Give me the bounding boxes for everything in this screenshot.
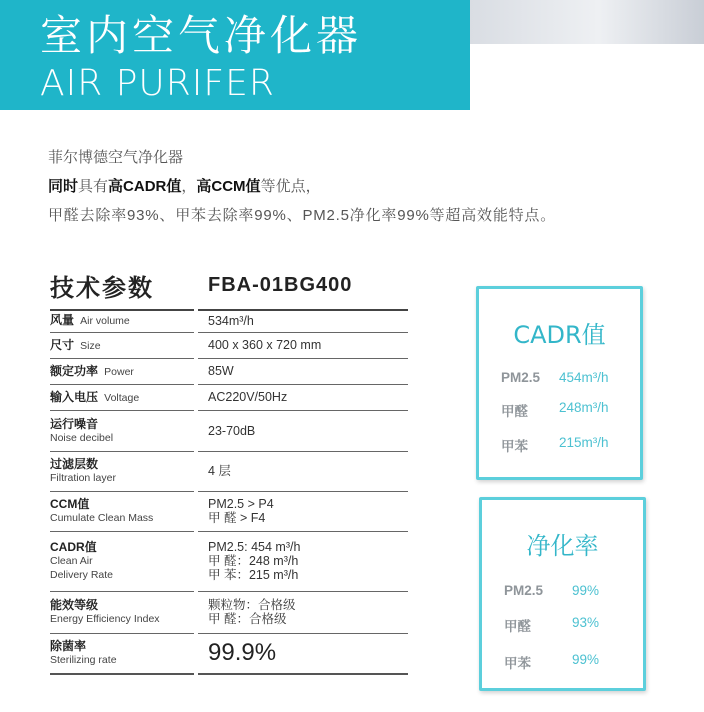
spec-model: FBA-01BG400 [208, 274, 353, 296]
intro-part-1: 同时 [48, 178, 79, 195]
table-row [50, 491, 408, 531]
cadr-label: PM2.5 [501, 370, 541, 385]
cadr-value: 454m³/h [559, 370, 609, 385]
intro-text [48, 148, 698, 235]
spec-heading: 技术参数 [50, 274, 154, 302]
spec-value: 99.9% [208, 639, 277, 666]
cadr-value: 215m³/h [559, 435, 609, 450]
spec-value-line: 甲 苯：215 m³/h [208, 568, 299, 582]
purify-value: 93% [572, 615, 600, 630]
table-row [50, 358, 408, 384]
spec-key [50, 313, 198, 328]
spec-value [198, 598, 408, 626]
spec-key [50, 598, 198, 626]
spec-value-line: PM2.5 > P4 [208, 497, 274, 511]
table-row [50, 531, 408, 591]
spec-key-cn: CCM值 [50, 497, 90, 511]
spec-key-cn: 除菌率 [50, 639, 87, 653]
spec-value: 23-70dB [208, 423, 256, 438]
spec-key-cn: CADR值 [50, 540, 97, 554]
intro-part-6: 等优点， [260, 178, 321, 195]
purify-label: PM2.5 [504, 583, 544, 598]
table-row [50, 633, 408, 673]
spec-key-en: Voltage [104, 391, 140, 404]
title-cn: 室内空气净化器 [40, 11, 363, 60]
spec-value [198, 540, 408, 582]
spec-key-en: Energy Efficiency Index [50, 613, 160, 625]
spec-key-cn: 输入电压 [50, 389, 99, 404]
spec-key-en: Delivery Rate [50, 569, 114, 581]
intro-part-3: 高CADR值 [108, 178, 182, 195]
spec-key-en: Sterilizing rate [50, 654, 117, 666]
purify-row [482, 615, 643, 635]
spec-key-en: Clean Air [50, 555, 93, 567]
spec-key-cn: 尺寸 [50, 337, 75, 352]
product-photo-strip [470, 0, 704, 44]
spec-value [198, 497, 408, 525]
cadr-label: 甲苯 [501, 439, 528, 454]
cadr-label: 甲醛 [501, 404, 528, 419]
purify-panel-title: 净化率 [526, 532, 599, 560]
spec-key-en: Power [104, 365, 134, 378]
cadr-row [479, 400, 640, 420]
table-row [50, 309, 408, 332]
spec-key-cn: 能效等级 [50, 598, 99, 612]
spec-table [50, 309, 408, 675]
intro-part-5: 高CCM值 [196, 178, 261, 195]
purify-value: 99% [572, 652, 600, 667]
intro-line-1: 菲尔博德空气净化器 [48, 149, 184, 166]
purify-label: 甲醛 [504, 619, 531, 634]
title-banner [0, 0, 470, 110]
spec-value: 4 层 [208, 464, 231, 478]
table-row [50, 451, 408, 491]
cadr-row [479, 435, 640, 455]
spec-key [50, 540, 198, 582]
spec-key-en: Noise decibel [50, 431, 114, 444]
table-row [50, 591, 408, 633]
purify-row [482, 583, 643, 598]
spec-key-en: Air volume [80, 315, 130, 327]
cadr-value: 248m³/h [559, 400, 609, 415]
spec-key [50, 390, 198, 405]
title-en: AIR PURIFER [40, 63, 275, 104]
spec-key [50, 639, 198, 667]
spec-key [50, 497, 198, 525]
purify-row [482, 652, 643, 672]
spec-key-en: Cumulate Clean Mass [50, 512, 154, 524]
spec-key [50, 417, 198, 445]
table-row [50, 410, 408, 451]
intro-line-2 [48, 177, 698, 206]
spec-key-cn: 风量 [50, 313, 75, 327]
spec-key [50, 457, 198, 485]
intro-part-4: ， [181, 178, 197, 195]
spec-value: AC220V/50Hz [208, 390, 288, 404]
table-bottom-rule [50, 673, 408, 675]
spec-value-line: 甲 醛：248 m³/h [208, 554, 299, 568]
cadr-row [479, 370, 640, 385]
spec-value: 85W [208, 364, 234, 378]
intro-line-3: 甲醛去除率93%、甲苯去除率99%、PM2.5净化率99%等超高效能特点。 [48, 207, 557, 224]
cadr-panel [476, 286, 643, 480]
spec-key [50, 338, 198, 353]
spec-key-cn: 额定功率 [50, 363, 99, 378]
spec-value-line: PM2.5: 454 m³/h [208, 540, 301, 554]
spec-key-en: Filtration layer [50, 472, 116, 484]
intro-part-2: 具有 [78, 178, 109, 195]
spec-key-cn: 运行噪音 [50, 416, 99, 431]
table-row [50, 332, 408, 358]
purify-value: 99% [572, 583, 600, 598]
cadr-panel-title: CADR值 [513, 321, 606, 349]
table-row [50, 384, 408, 410]
spec-value: 534m³/h [208, 313, 254, 328]
spec-value-line: 甲 醛 > F4 [208, 511, 266, 525]
spec-key-en: Size [80, 339, 101, 352]
purify-label: 甲苯 [504, 656, 531, 671]
purify-panel [479, 497, 646, 691]
spec-value-line: 颗粒物：合格级 [208, 598, 296, 612]
spec-value: 400 x 360 x 720 mm [208, 338, 322, 352]
spec-key [50, 364, 198, 379]
spec-value-line: 甲 醛：合格级 [208, 612, 287, 626]
spec-key-cn: 过滤层数 [50, 457, 99, 471]
